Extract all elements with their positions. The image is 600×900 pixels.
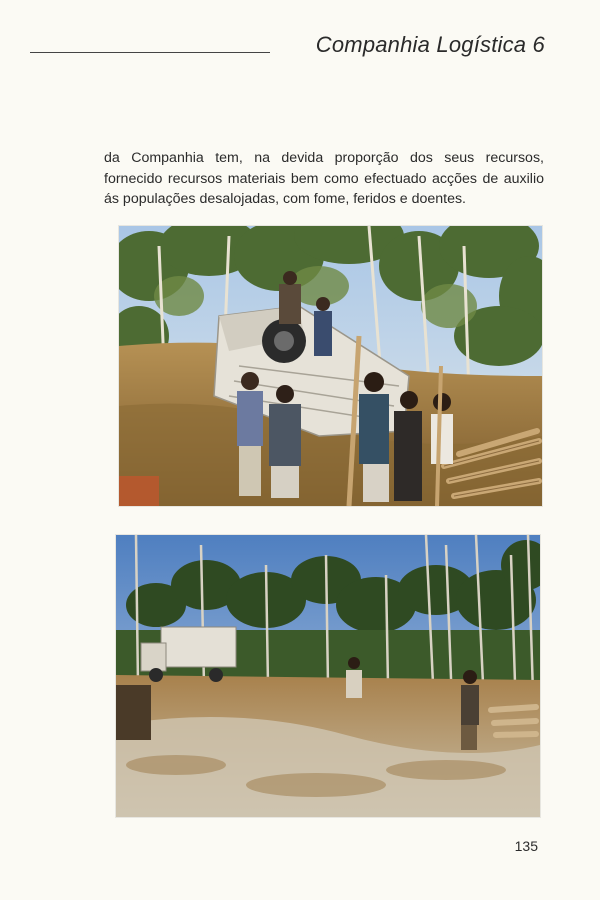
page-number: 135 (514, 838, 538, 854)
eucalyptus-clearing-photo (116, 535, 540, 817)
running-header-title: Companhia Logística 6 (315, 32, 545, 57)
overturned-truck-photo (119, 226, 542, 506)
body-paragraph: da Companhia tem, na devida proporção dos seus recursos, fornecido recursos materiais bem como efectuado acções de auxilio ás populações desalojadas, com fome, feridos e doentes. (104, 150, 544, 207)
header-rule (30, 52, 270, 53)
